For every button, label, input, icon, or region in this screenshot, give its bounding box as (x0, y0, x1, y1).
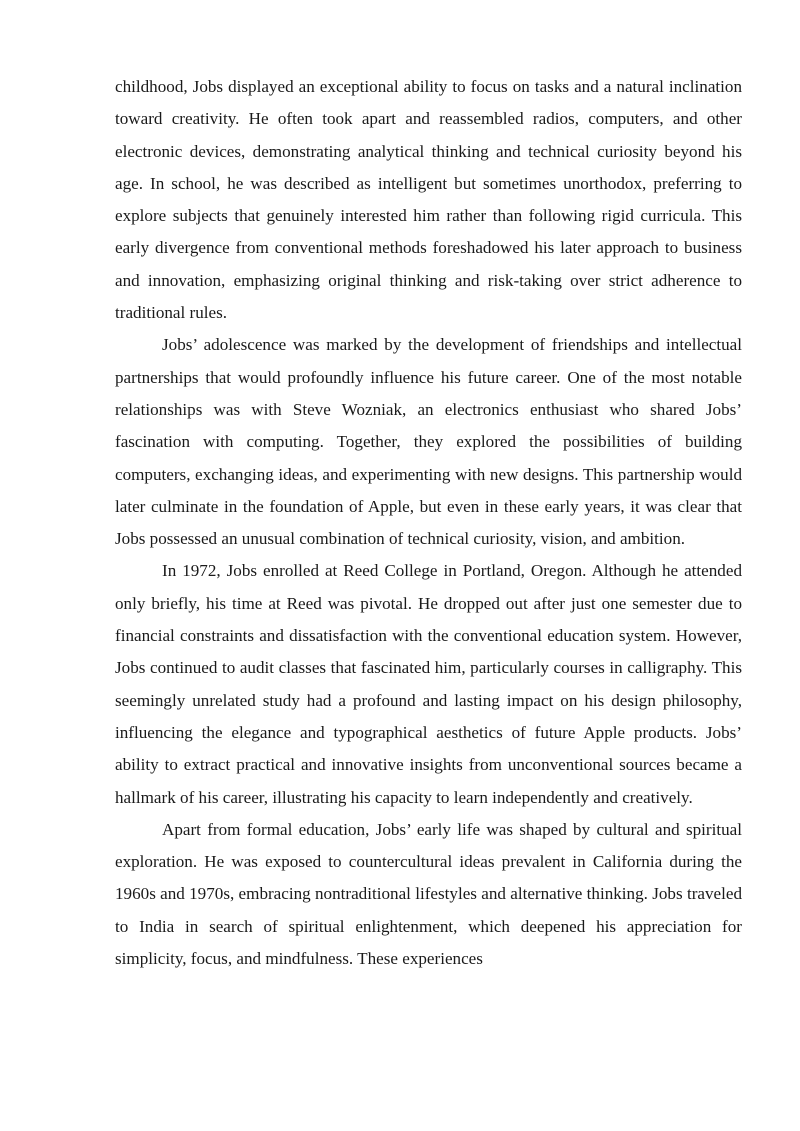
paragraph-spiritual-exploration: Apart from formal education, Jobs’ early life was shaped by cultural and spiritual exploration. He was exposed to countercultural ideas prevalent in California during the 1960s and 1970s, embracing nontraditional lifestyles and alternative thinking. Jobs traveled to India in search of spiritual enlightenment, which deepened his appreciation for simplicity, focus, and mindfulness. These experiences (115, 819, 742, 969)
paragraph-reed-college: In 1972, Jobs enrolled at Reed College in Portland, Oregon. Although he attended only briefly, his time at Reed was pivotal. He dropped out after just one semester due to financial constraints and dissatisfaction with the conventional education system. However, Jobs continued to audit classes that fascinated him, particularly courses in calligraphy. This seemingly unrelated study had a profound and lasting impact on his design philosophy, influencing the elegance and typographical aesthetics of future Apple products. Jobs’ ability to extract practical and innovative insights from unconventional sources became a hallmark of his career, illustrating his capacity to learn independently and creatively. (115, 561, 742, 807)
paragraph-childhood: childhood, Jobs displayed an exceptional ability to focus on tasks and a natural inclination toward creativity. He often took apart and reassembled radios, computers, and other electronic devices, demonstrating analytical thinking and technical curiosity beyond his age. In school, he was described as intelligent but sometimes unorthodox, preferring to explore subjects that genuinely interested him rather than following rigid curricula. This early divergence from conventional methods foreshadowed his later approach to business and innovation, emphasizing original thinking and risk-taking over strict adherence to traditional rules. (115, 77, 742, 323)
document-body (115, 71, 742, 975)
paragraph-adolescence: Jobs’ adolescence was marked by the development of friendships and intellectual partnerships that would profoundly influence his future career. One of the most notable relationships was with Steve Wozniak, an electronics enthusiast who shared Jobs’ fascination with computing. Together, they explored the possibilities of building computers, exchanging ideas, and experimenting with new designs. This partnership would later culminate in the foundation of Apple, but even in these early years, it was clear that Jobs possessed an unusual combination of technical curiosity, vision, and ambition. (115, 335, 742, 549)
